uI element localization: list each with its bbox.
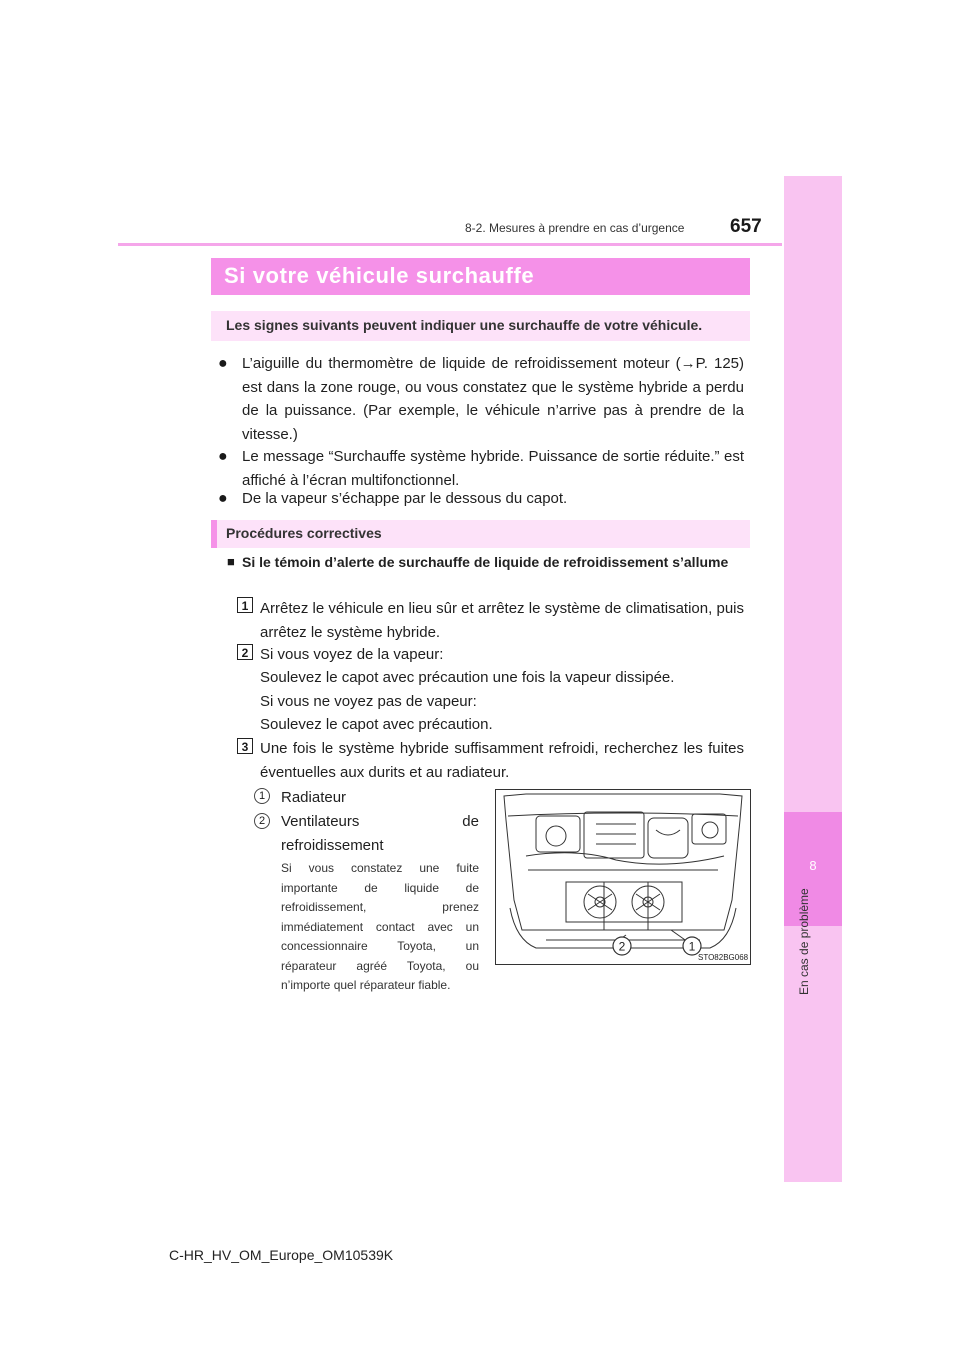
step-1-text: Arrêtez le véhicule en lieu sûr et arrêtez le système de climatisation, puis arrêtez le système hybride. (260, 600, 744, 641)
figure-callout-1: 1 (688, 939, 696, 954)
bullet-icon: ● (218, 490, 228, 507)
step-2-line-a1: Si vous voyez de la vapeur: (260, 646, 444, 663)
step-number-2: 2 (237, 644, 253, 660)
page-number: 657 (730, 216, 762, 237)
engine-illustration (496, 790, 750, 964)
step-2-line-a2: Soulevez le capot avec précaution une fois la vapeur dissipée. (260, 669, 675, 686)
intro-text: Les signes suivants peuvent indiquer une surchauffe de votre véhicule. (226, 317, 703, 333)
step-3-text: Une fois le système hybride suffisamment refroidi, recherchez les fuites éventuelles aux durits et au radiateur. (260, 740, 744, 781)
bullet-text-3: De la vapeur s’échappe par le dessous du capot. (242, 490, 568, 507)
subsection-heading: Si le témoin d’alerte de surchauffe de liquide de refroidissement s’allume (242, 554, 729, 570)
chapter-label-wrapper (797, 880, 817, 995)
page-title: Si votre véhicule surchauffe (224, 263, 535, 288)
document-footer: C-HR_HV_OM_Europe_OM10539K (169, 1247, 394, 1263)
figure-code: STO82BG068 (698, 953, 749, 962)
chapter-number: 8 (809, 858, 817, 873)
warning-note: Si vous constatez une fuite importante de liquide de refroidissement, prenez immédiatement contact avec un concessionnaire Toyota, un réparateur agréé Toyota, ou n’importe quel réparateur fiable. (281, 861, 479, 992)
step-2-line-b2: Soulevez le capot avec précaution. (260, 716, 493, 733)
bullet-text-1: L’aiguille du thermomètre de liquide de refroidissement moteur (→P. 125) est dans la zone rouge, ou vous constatez que le système hybride a perdu de la puissance. (Par exemple, le véhicule n’arrive pas à prendre de la vitesse.) (242, 355, 744, 443)
bullet-icon: ● (218, 448, 228, 465)
header-rule (118, 243, 782, 246)
section-reference: 8-2. Mesures à prendre en cas d’urgence (465, 221, 685, 235)
step-2-line-b1: Si vous ne voyez pas de vapeur: (260, 693, 477, 710)
procedures-heading: Procédures correctives (226, 525, 382, 541)
step-number-1: 1 (237, 597, 253, 613)
bullet-icon: ● (218, 355, 228, 372)
callout-label-2: Ventilateurs de refroidissement (281, 813, 479, 854)
square-bullet-icon: ■ (227, 554, 235, 569)
step-number-3: 3 (237, 738, 253, 754)
callout-label-1: Radiateur (281, 789, 347, 806)
engine-compartment-figure (495, 789, 751, 965)
chapter-side-tab (784, 176, 842, 1182)
callout-number-2: 2 (254, 813, 270, 829)
chapter-label: En cas de problème (797, 888, 811, 995)
callout-number-1: 1 (254, 788, 270, 804)
bullet-text-2: Le message “Surchauffe système hybride. Puissance de sortie réduite.” est affiché à l’écran multifonctionnel. (242, 448, 744, 489)
procedures-bar-accent (211, 520, 217, 548)
figure-callout-2: 2 (618, 939, 626, 954)
